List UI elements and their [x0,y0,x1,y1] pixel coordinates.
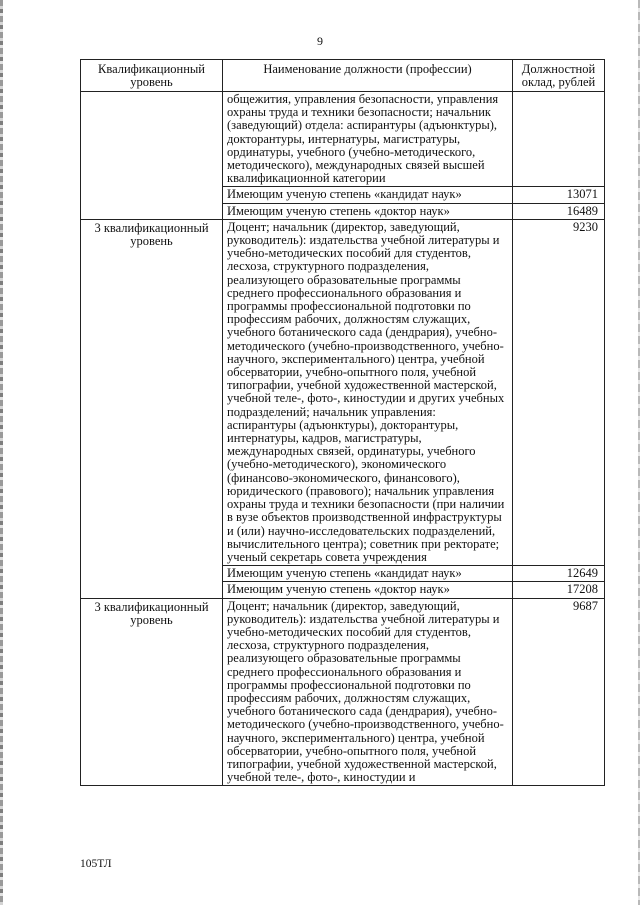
position-cell: Имеющим ученую степень «доктор наук» [223,203,513,219]
level-cell: 3 квалификационный уровень [81,598,223,786]
header-level: Квалификационный уровень [81,60,223,92]
salary-table [80,59,605,786]
page-number: 9 [317,34,323,48]
header-salary: Должностной оклад, рублей [513,60,605,92]
header-position: Наименование должности (профессии) [223,60,513,92]
table-row [81,92,605,187]
position-cell: Имеющим ученую степень «кандидат наук» [223,187,513,203]
document-code: 105ТЛ [80,858,112,870]
salary-cell: 16489 [513,203,605,219]
level-cell: 3 квалификационный уровень [81,219,223,598]
position-cell: Имеющим ученую степень «кандидат наук» [223,566,513,582]
position-cell: общежития, управления безопасности, управления охраны труда и техники безопасности; начальник (заведующий) отдела: аспирантуры (адъюнктуры), докторантуры, интернатуры, магистратуры, ординатуры, учебного (учебно-методического, методического), международных связей высшей квалификационной категории [223,92,513,187]
salary-cell [513,92,605,187]
position-cell: Имеющим ученую степень «доктор наук» [223,582,513,598]
position-cell: Доцент; начальник (директор, заведующий, руководитель): издательства учебной литературы и учебно-методических пособий для студентов, лесхоза, структурного подразделения, реализующего образовательные программы среднего профессионального образования и программы профессиональной подготовки по профессиям рабочих, должностям служащих, учебного ботанического сада (дендрария), учебно-методического (учебно-производственного, учебно-научного, экспериментального) центра, учебной обсерватории, учебно-опытного поля, учебной типографии, учебной художественной мастерской, учебной теле-, фото-, киностудии и [223,598,513,786]
salary-cell: 17208 [513,582,605,598]
scan-edge-left [0,0,3,905]
table-row [81,219,605,565]
table-header-row [81,60,605,92]
level-cell [81,92,223,220]
table-row [81,598,605,786]
salary-cell: 9687 [513,598,605,786]
position-cell: Доцент; начальник (директор, заведующий, руководитель): издательства учебной литературы и учебно-методических пособий для студентов, лесхоза, структурного подразделения, реализующего образовательные программы среднего профессионального образования и программы профессиональной подготовки по профессиям рабочих, должностям служащих, учебного ботанического сада (дендрария), учебно-методического (учебно-производственного, учебно-научного, экспериментального) центра, учебной обсерватории, учебно-опытного поля, учебной типографии, учебной художественной мастерской, учебной теле-, фото-, киностудии и других учебных подразделений; начальник управления: аспирантуры (адъюнктуры), докторантуры, интернатуры, кадров, магистратуры, международных связей, ординатуры, учебного (учебно-методического), экономического (финансово-экономического, финансового), юридического (правового); начальник управления охраны труда и техники безопасности (при наличии в вузе объектов производственной инфраструктуры и (или) научно-исследовательских подразделений, вычислительного центра); советник при ректорате; ученый секретарь совета учреждения [223,219,513,565]
salary-cell: 9230 [513,219,605,565]
salary-cell: 12649 [513,566,605,582]
salary-cell: 13071 [513,187,605,203]
